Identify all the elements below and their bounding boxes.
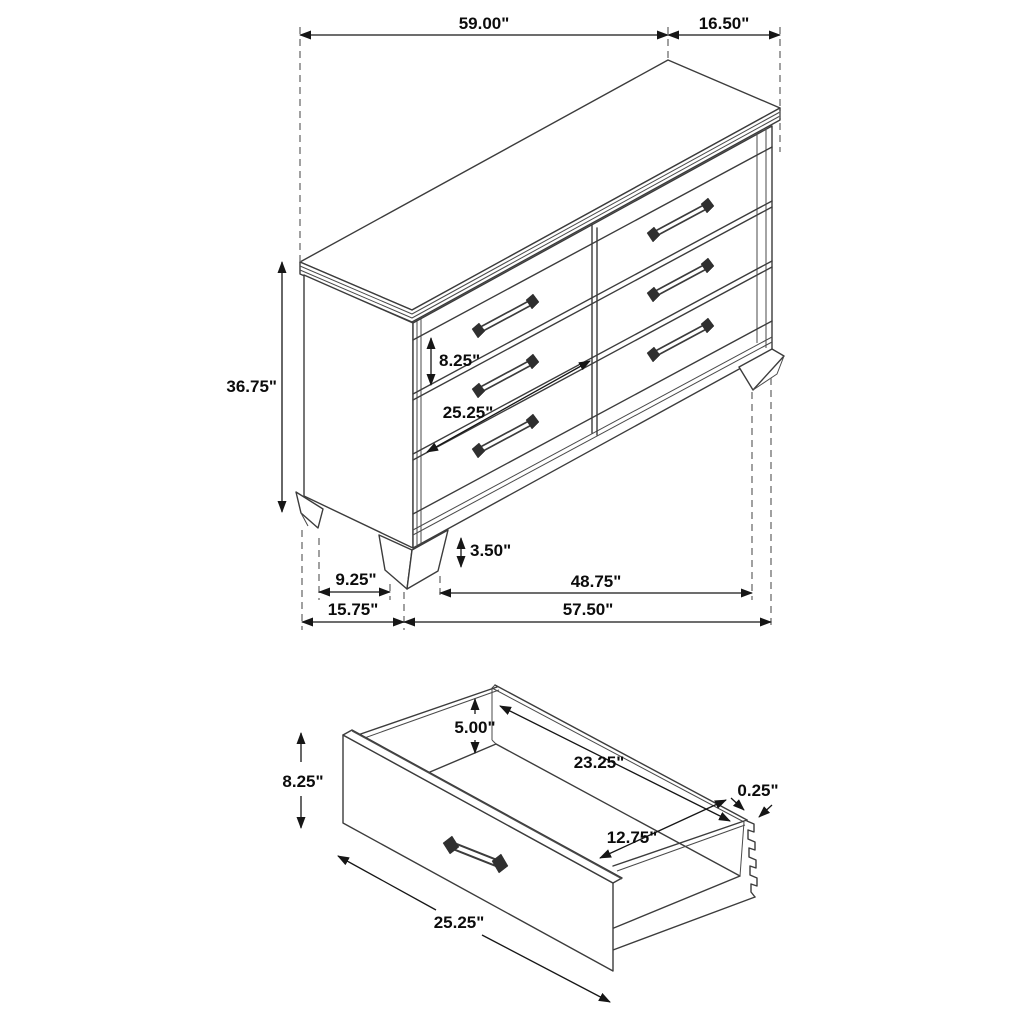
dim-label-drawer-front-height2: 8.25" (282, 772, 324, 791)
dim-label-drawer-front-width2: 25.25" (433, 913, 485, 932)
dimension-drawer-inner-length (500, 706, 730, 821)
dim-label-floor-depth: 15.75" (327, 600, 379, 619)
dim-label-foot-spacing-side: 9.25" (335, 570, 377, 589)
drawer-isometric-view (282, 685, 778, 1002)
dim-label-drawer-inner-height: 5.00" (454, 718, 496, 737)
dimension-foot-span-front (440, 572, 752, 593)
dimension-drawer-side-thickness (731, 781, 779, 817)
dim-label-foot-height: 3.50" (470, 541, 512, 560)
dovetail-joint (747, 821, 757, 897)
dimension-height (226, 262, 282, 512)
dim-label-drawer-front-height: 8.25" (439, 351, 481, 370)
dimension-top-depth (668, 14, 780, 35)
dimension-drawer-front-height (282, 733, 323, 828)
dim-label-height: 36.75" (226, 377, 277, 396)
dimension-top-width (300, 14, 668, 35)
dim-label-drawer-inner-depth: 12.75" (606, 828, 658, 847)
dim-label-top-width: 59.00" (458, 14, 510, 33)
dim-label-top-depth: 16.50" (698, 14, 750, 33)
dimension-floor-width (404, 600, 771, 622)
dim-label-floor-width: 57.50" (562, 600, 614, 619)
dimension-drawer-inner-height (454, 699, 495, 753)
dimension-foot-spacing-side (319, 570, 390, 592)
dimension-floor-depth (302, 600, 404, 622)
dim-label-drawer-inner-length: 23.25" (573, 753, 625, 772)
dim-label-drawer-side-thickness: 0.25" (737, 781, 779, 800)
dresser-isometric-view (226, 14, 784, 630)
dim-label-foot-span-front: 48.75" (570, 572, 622, 591)
dim-label-drawer-front-width: 25.25" (442, 403, 494, 422)
dimension-foot-height (461, 538, 511, 567)
